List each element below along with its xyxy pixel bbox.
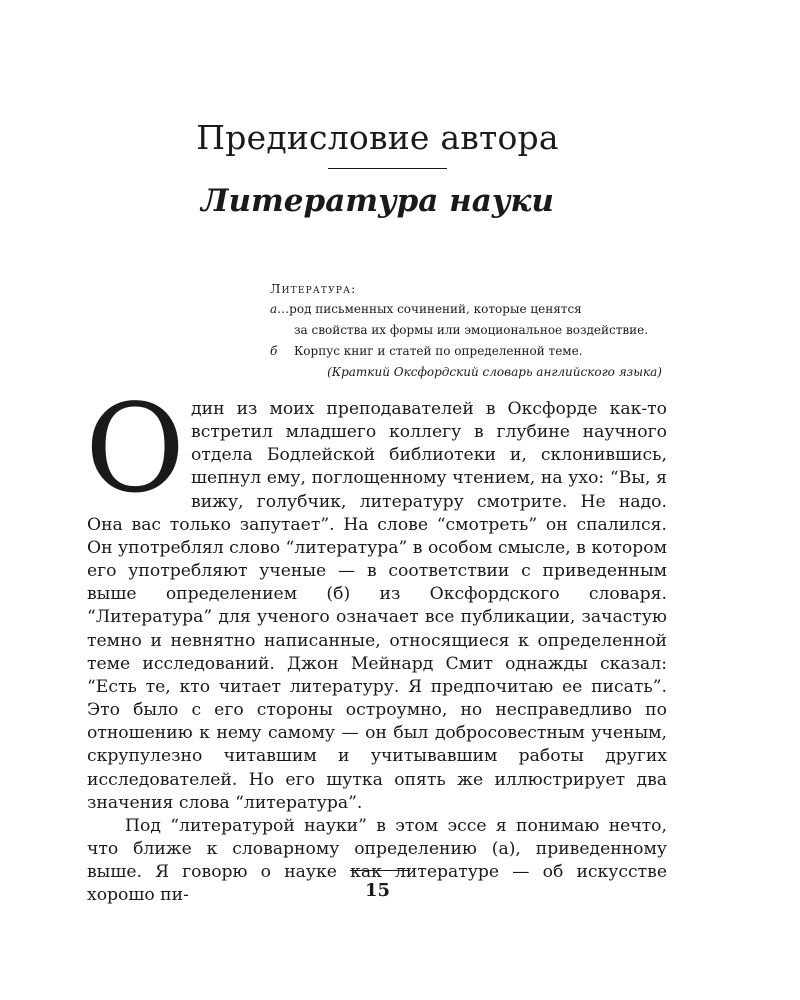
- epigraph-definition-b: [270, 341, 670, 362]
- page-number: 15: [364, 880, 391, 901]
- definition-a-mark: а: [270, 302, 278, 316]
- epigraph-source: (Краткий Оксфордский словарь английского языка): [327, 365, 662, 379]
- chapter-subtitle: Литература науки: [201, 183, 554, 219]
- footer-divider: [350, 870, 410, 871]
- drop-cap: О: [85, 378, 186, 520]
- definition-b-mark: б: [270, 344, 278, 358]
- epigraph: [270, 278, 670, 383]
- main-text: [85, 378, 667, 907]
- definition-a-line2: за свойства их формы или эмоциональное воздействие.: [294, 323, 649, 337]
- paragraph-1-text: дин из моих преподавателей в Оксфорде как-то встретил младшего коллегу в глубине научного отдела Бодлейской библиотеки и, склонившись, шепнул ему, поглощенному чтением, на ухо: “Вы, я вижу, голубчик, литературу смотрите. Не надо. Она вас только запутает”. На слове “смотреть” он спалился. Он употреблял слово “литература” в особом смысле, в котором его употребляют ученые — в соответствии с приведенным выше определением (б) из Оксфордского словаря. “Литература” для ученого означает все публикации, зачастую темно и невнятно написанные, относящиеся к определенной теме исследований. Джон Мейнард Смит однажды сказал: “Есть те, кто читает литературу. Я предпочитаю ее писать”. Это было с его стороны остроумно, но несправедливо по отношению к нему самому — он был добросовестным ученым, скрупулезно читавшим и учитывавшим работы других исследователей. Но его шутка опять же иллюстрирует два значения слова “литература”.: [87, 399, 667, 813]
- chapter-title: Предисловие автора: [196, 118, 559, 157]
- epigraph-heading: Литература:: [270, 281, 357, 296]
- paragraph-2-text: Под “литературой науки” в этом эссе я понимаю нечто, что ближе к словарному определению (а), приведенному выше. Я говорю о науке как литературе — об искусстве хорошо пи-: [87, 815, 667, 906]
- title-divider: [328, 168, 447, 169]
- definition-a-line1: …род письменных сочинений, которые ценятся: [277, 302, 582, 316]
- epigraph-definition-a: [270, 299, 670, 320]
- definition-b-text: Корпус книг и статей по определенной теме.: [294, 344, 583, 358]
- paragraph: [85, 378, 667, 815]
